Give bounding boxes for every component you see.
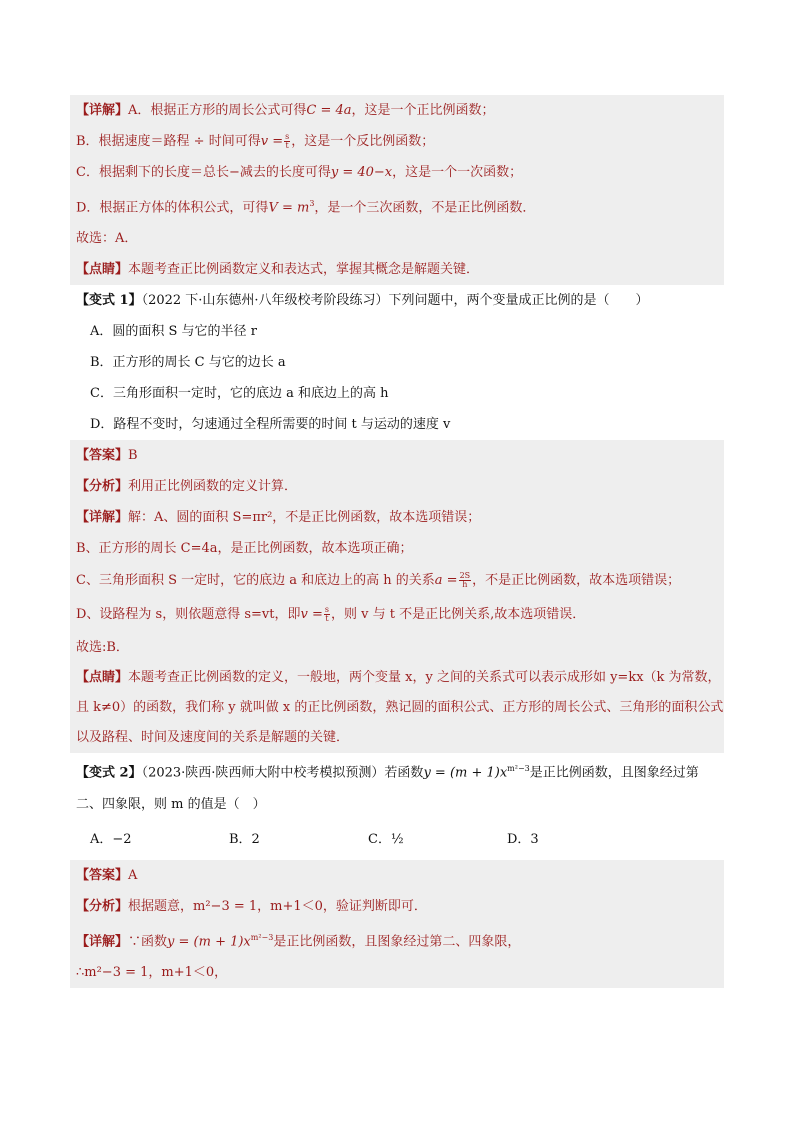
detail-c-fraction (459, 572, 472, 589)
detail-line-a (70, 95, 724, 126)
detail-a-formula: C = 4a (306, 103, 352, 118)
variant-1-choice: 故选:B． (76, 640, 129, 656)
fraction-denominator: t (325, 614, 329, 624)
variant-1-detail-b: B、正方形的周长 C=4a，是正比例函数，故本选项正确； (76, 541, 413, 557)
analysis-text: 根据题意，m²−3 = 1，m+1＜0，验证判断即可． (128, 898, 427, 914)
variant-2-exponent: m²−3 (507, 764, 530, 774)
detail-c-formula: a = (434, 573, 458, 589)
variant-2-question (70, 753, 724, 859)
variant-1-option-c: C．三角形面积一定时，它的底边 a 和底边上的高 h (90, 386, 389, 402)
answer-value: B (128, 448, 138, 464)
answer-value: A (128, 867, 138, 883)
document-page (70, 95, 724, 988)
detail-c-formula: y = 40−x (330, 165, 393, 180)
variant-2-stem (70, 753, 724, 788)
fraction-numerator: s (324, 605, 329, 615)
variant-1-question (70, 285, 724, 440)
variant-1-analysis (70, 471, 724, 502)
fraction-numerator: s (285, 132, 290, 141)
detail-d-text: D、设路程为 s，则依题意得 s=vt，即 (76, 607, 301, 623)
detail-a-tail: ，这是一个正比例函数； (351, 103, 495, 118)
detail-d-exponent: 3 (309, 199, 315, 208)
variant-1-option-d: D．路程不变时，匀速通过全程所需要的时间 t 与运动的速度 v (90, 417, 451, 433)
variant-1-option-a: A．圆的面积 S 与它的半径 r (90, 324, 257, 340)
detail-b-formula: v = (260, 134, 284, 149)
detail-c-tail: ，这是一个一次函数； (392, 165, 523, 180)
variant-2-option-c: C．½ (368, 831, 404, 847)
detail-d-tail: ，则 v 与 t 不是正比例关系,故本选项错误． (330, 607, 586, 623)
variant-2-options (70, 820, 724, 860)
variant-1-detail-c (70, 564, 724, 598)
variant-2-question-tail: 是正比例函数，且图象经过第 (529, 765, 699, 781)
variant-1-detail-a (70, 502, 724, 533)
detail-exponent: m²−3 (250, 932, 274, 942)
variant-2-detail-line2: ∴m²−3 = 1，m+1＜0， (76, 964, 228, 980)
variant-2-analysis (70, 891, 724, 922)
detail-d-fraction (324, 606, 330, 623)
answer-tag: 【答案】 (76, 448, 129, 464)
fraction-denominator: h (462, 580, 468, 590)
detail-a-text: A．根据正方形的周长公式可得 (128, 103, 307, 118)
detail-a-text: 解：A、圆的面积 S=πr²，不是正比例函数，故本选项错误； (128, 510, 481, 526)
comment-tag: 【点睛】 (76, 262, 129, 278)
detail-line-b (70, 126, 724, 157)
detail-d-tail: ，是一个三次函数，不是正比例函数． (314, 200, 536, 216)
answer-tag: 【答案】 (76, 867, 129, 883)
variant-1-question-text: （2022 下·山东德州·八年级校考阶段练习）下列问题中，两个变量成正比例的是（ ） (141, 293, 649, 309)
variant-1-stem (70, 285, 724, 316)
detail-b-fraction (284, 133, 290, 150)
variant-1-solution (70, 440, 724, 753)
detail-c-text: C、三角形面积 S 一定时，它的底边 a 和底边上的高 h 的关系 (76, 573, 435, 589)
variant-1-comment (70, 663, 724, 753)
detail-c-text: C．根据剩下的长度＝总长−减去的长度可得 (76, 165, 331, 180)
detail-choice: 故选：A． (76, 231, 138, 247)
variant-2-detail (70, 922, 724, 957)
variant-1-tag: 【变式 1】 (76, 293, 142, 309)
detail-block-1 (70, 95, 724, 285)
detail-tail: 是正比例函数，且图象经过第二、四象限， (273, 933, 521, 949)
variant-2-solution (70, 860, 724, 988)
comment-tag: 【点睛】 (76, 670, 129, 686)
comment-line (70, 254, 724, 285)
analysis-tag: 【分析】 (76, 898, 129, 914)
variant-2-option-b: B．2 (229, 831, 260, 847)
detail-tag: 【详解】 (76, 103, 129, 118)
variant-2-question-text: （2023·陕西·陕西师大附中校考模拟预测）若函数 (141, 765, 424, 781)
detail-d-formula: V = m (268, 200, 310, 216)
detail-b-tail: ，这是一个反比例函数； (291, 134, 435, 149)
comment-text: 本题考查正比例函数的定义，一般地，两个变量 x，y 之间的关系式可以表示成形如 y=kx（k 为常数，且 k≠0）的函数，我们称 y 就叫做 x 的正比例函数，熟记圆的面积公式、正方形的周长公式、三角形的面积公式以及路程、时间及速度间的关系是解题的关键． (76, 670, 724, 746)
variant-2-option-d: D．3 (507, 831, 539, 847)
variant-2-stem-line2: 二、四象限，则 m 的值是（ ） (76, 796, 266, 812)
detail-formula: y = (m + 1)x (167, 933, 251, 949)
comment-text: 本题考查正比例函数定义和表达式，掌握其概念是解题关键． (128, 262, 480, 278)
variant-2-tag: 【变式 2】 (76, 765, 142, 781)
fraction-numerator: 2S (459, 571, 471, 581)
analysis-tag: 【分析】 (76, 479, 129, 495)
detail-line-c (70, 157, 724, 188)
detail-line-d (70, 188, 724, 223)
variant-1-option-b: B．正方形的周长 C 与它的边长 a (90, 355, 286, 371)
fraction-denominator: t (285, 141, 289, 150)
variant-2-option-a: A．−2 (90, 831, 132, 847)
detail-d-formula: v = (300, 607, 323, 623)
variant-1-detail-d (70, 598, 724, 632)
detail-text: ∵函数 (128, 933, 168, 949)
detail-tag: 【详解】 (76, 510, 129, 526)
analysis-text: 利用正比例函数的定义计算． (128, 479, 298, 495)
detail-c-tail: ，不是正比例函数，故本选项错误； (472, 573, 681, 589)
variant-2-answer (70, 860, 724, 891)
variant-2-formula: y = (m + 1)x (423, 765, 508, 781)
detail-tag: 【详解】 (76, 933, 129, 949)
detail-b-text: B．根据速度＝路程 ÷ 时间可得 (76, 134, 261, 149)
detail-d-text: D．根据正方体的体积公式，可得 (76, 200, 269, 216)
variant-1-answer (70, 440, 724, 471)
